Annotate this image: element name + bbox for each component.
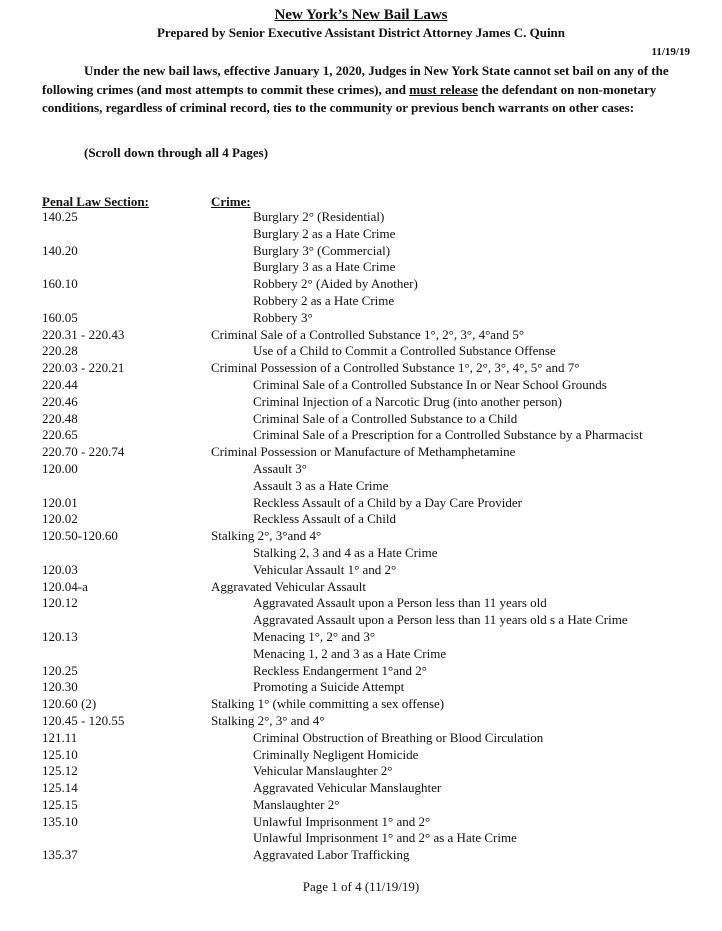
crime-name: Menacing 1°, 2° and 3°: [253, 628, 376, 644]
table-row: [0, 327, 722, 344]
table-row: [0, 579, 722, 596]
crime-name: Criminal Possession or Manufacture of Methamphetamine: [211, 444, 516, 460]
penal-law-section: 160.10: [42, 276, 78, 292]
penal-law-section: 220.70 - 220.74: [42, 444, 125, 460]
table-row: [0, 478, 722, 495]
penal-law-section: 120.50-120.60: [42, 528, 118, 544]
penal-law-section: 120.60 (2): [42, 696, 97, 712]
table-row: [0, 663, 722, 680]
table-row: [0, 528, 722, 545]
crime-name: Criminal Sale of a Controlled Substance In or Near School Grounds: [253, 376, 607, 392]
table-row: [0, 612, 722, 629]
crime-name: Aggravated Vehicular Assault: [211, 578, 366, 594]
crime-name: Robbery 3°: [253, 309, 313, 325]
crime-name: Criminal Obstruction of Breathing or Blood Circulation: [253, 729, 544, 745]
crime-name: Reckless Assault of a Child by a Day Care Provider: [253, 494, 522, 510]
crime-name: Vehicular Assault 1° and 2°: [253, 561, 397, 577]
table-row: [0, 646, 722, 663]
crime-name: Burglary 3 as a Hate Crime: [253, 259, 396, 275]
penal-law-section: 125.12: [42, 763, 78, 779]
table-row: [0, 411, 722, 428]
penal-law-section: 220.44: [42, 376, 78, 392]
crime-name: Stalking 2°, 3° and 4°: [211, 712, 325, 728]
table-row: [0, 713, 722, 730]
table-row: [0, 209, 722, 226]
table-row: [0, 679, 722, 696]
table-row: [0, 427, 722, 444]
penal-law-section: 220.65: [42, 427, 78, 443]
crime-name: Assault 3°: [253, 460, 307, 476]
crime-name: Aggravated Vehicular Manslaughter: [253, 780, 442, 796]
intro-paragraph: [42, 62, 684, 118]
table-row: [0, 797, 722, 814]
table-row: [0, 830, 722, 847]
crime-name: Aggravated Assault upon a Person less than 11 years old: [253, 595, 547, 611]
crime-name: Unlawful Imprisonment 1° and 2° as a Hate Crime: [253, 830, 517, 846]
table-row: [0, 377, 722, 394]
penal-law-section: 120.25: [42, 662, 78, 678]
table-row: [0, 562, 722, 579]
crime-name: Menacing 1, 2 and 3 as a Hate Crime: [253, 645, 447, 661]
table-row: [0, 259, 722, 276]
crime-name: Manslaughter 2°: [253, 796, 340, 812]
crime-name: Unlawful Imprisonment 1° and 2°: [253, 813, 431, 829]
crime-name: Promoting a Suicide Attempt: [253, 679, 405, 695]
penal-law-section: 121.11: [42, 729, 78, 745]
scroll-note: (Scroll down through all 4 Pages): [84, 145, 269, 160]
table-row: [0, 730, 722, 747]
penal-law-section: 125.10: [42, 746, 78, 762]
penal-law-section: 120.13: [42, 628, 78, 644]
table-row: [0, 847, 722, 864]
penal-law-section: 220.28: [42, 343, 78, 359]
penal-law-section: 160.05: [42, 309, 78, 325]
table-row: [0, 226, 722, 243]
table-row: [0, 293, 722, 310]
penal-law-section: 220.31 - 220.43: [42, 326, 125, 342]
crime-name: Assault 3 as a Hate Crime: [253, 477, 389, 493]
table-row: [0, 780, 722, 797]
penal-law-section: 140.20: [42, 242, 78, 258]
table-row: [0, 495, 722, 512]
penal-law-section: 140.25: [42, 209, 78, 224]
crime-name: Aggravated Labor Trafficking: [253, 847, 410, 863]
crime-name: Stalking 2, 3 and 4 as a Hate Crime: [253, 544, 438, 560]
penal-law-section: 120.00: [42, 460, 78, 476]
table-row: [0, 243, 722, 260]
column-header-crime: Crime:: [211, 194, 251, 209]
table-row: [0, 461, 722, 478]
penal-law-section: 120.12: [42, 595, 78, 611]
crime-name: Stalking 1° (while committing a sex offense): [211, 696, 445, 712]
crime-name: Reckless Endangerment 1°and 2°: [253, 662, 427, 678]
table-row: [0, 276, 722, 293]
intro-text-part1: Under the new bail laws, effective January 1, 2020, Judges in New York State cannot set bail on any of the following crimes (and most attempts to commit these crimes), and: [42, 63, 669, 97]
crime-name: Criminal Injection of a Narcotic Drug (into another person): [253, 393, 563, 409]
crime-name: Stalking 2°, 3°and 4°: [211, 528, 322, 544]
table-row: [0, 511, 722, 528]
crime-name: Burglary 2 as a Hate Crime: [253, 225, 396, 241]
penal-law-section: 120.02: [42, 511, 78, 527]
table-row: [0, 343, 722, 360]
crime-name: Robbery 2 as a Hate Crime: [253, 292, 395, 308]
table-row: [0, 310, 722, 327]
crime-name: Criminal Sale of a Controlled Substance to a Child: [253, 410, 518, 426]
penal-law-section: 220.48: [42, 410, 78, 426]
crime-name: Robbery 2° (Aided by Another): [253, 276, 418, 292]
crime-name: Criminal Sale of a Prescription for a Controlled Substance by a Pharmacist: [253, 427, 643, 443]
penal-law-section: 135.10: [42, 813, 78, 829]
table-row: [0, 814, 722, 831]
crime-name: Reckless Assault of a Child: [253, 511, 396, 527]
penal-law-section: 135.37: [42, 847, 78, 863]
table-row: [0, 360, 722, 377]
document-date: 11/19/19: [651, 46, 690, 58]
crime-name: Use of a Child to Commit a Controlled Substance Offense: [253, 343, 556, 359]
penal-law-section: 125.15: [42, 796, 78, 812]
crime-name: Vehicular Manslaughter 2°: [253, 763, 393, 779]
penal-law-section: 120.03: [42, 561, 78, 577]
table-row: [0, 629, 722, 646]
crime-name: Criminal Possession of a Controlled Substance 1°, 2°, 3°, 4°, 5° and 7°: [211, 360, 580, 376]
table-row: [0, 747, 722, 764]
penal-law-section: 120.01: [42, 494, 78, 510]
table-row: [0, 394, 722, 411]
table-row: [0, 444, 722, 461]
penal-law-section: 220.46: [42, 393, 78, 409]
penal-law-section: 120.04-a: [42, 578, 88, 594]
crime-name: Burglary 2° (Residential): [253, 209, 385, 224]
penal-law-section: 220.03 - 220.21: [42, 360, 125, 376]
column-header-section: Penal Law Section:: [42, 194, 149, 209]
table-row: [0, 696, 722, 713]
crime-name: Criminal Sale of a Controlled Substance 1°, 2°, 3°, 4°and 5°: [211, 326, 525, 342]
intro-emphasis: must release: [409, 81, 478, 97]
table-row: [0, 595, 722, 612]
table-row: [0, 545, 722, 562]
penal-law-section: 125.14: [42, 780, 78, 796]
table-row: [0, 763, 722, 780]
page-footer: Page 1 of 4 (11/19/19): [302, 879, 420, 894]
document-subtitle: Prepared by Senior Executive Assistant District Attorney James C. Quinn: [156, 25, 566, 40]
penal-law-section: 120.30: [42, 679, 78, 695]
crime-name: Burglary 3° (Commercial): [253, 242, 391, 258]
crime-name: Aggravated Assault upon a Person less than 11 years old s a Hate Crime: [253, 612, 628, 628]
intro-text-part2: the defendant on non-monetary conditions, regardless of criminal record, ties to the community or previous bench warrants on other cases:: [42, 81, 657, 115]
crime-name: Criminally Negligent Homicide: [253, 746, 419, 762]
document-title: New York’s New Bail Laws: [274, 7, 448, 23]
crime-table: [0, 209, 722, 864]
penal-law-section: 120.45 - 120.55: [42, 712, 125, 728]
